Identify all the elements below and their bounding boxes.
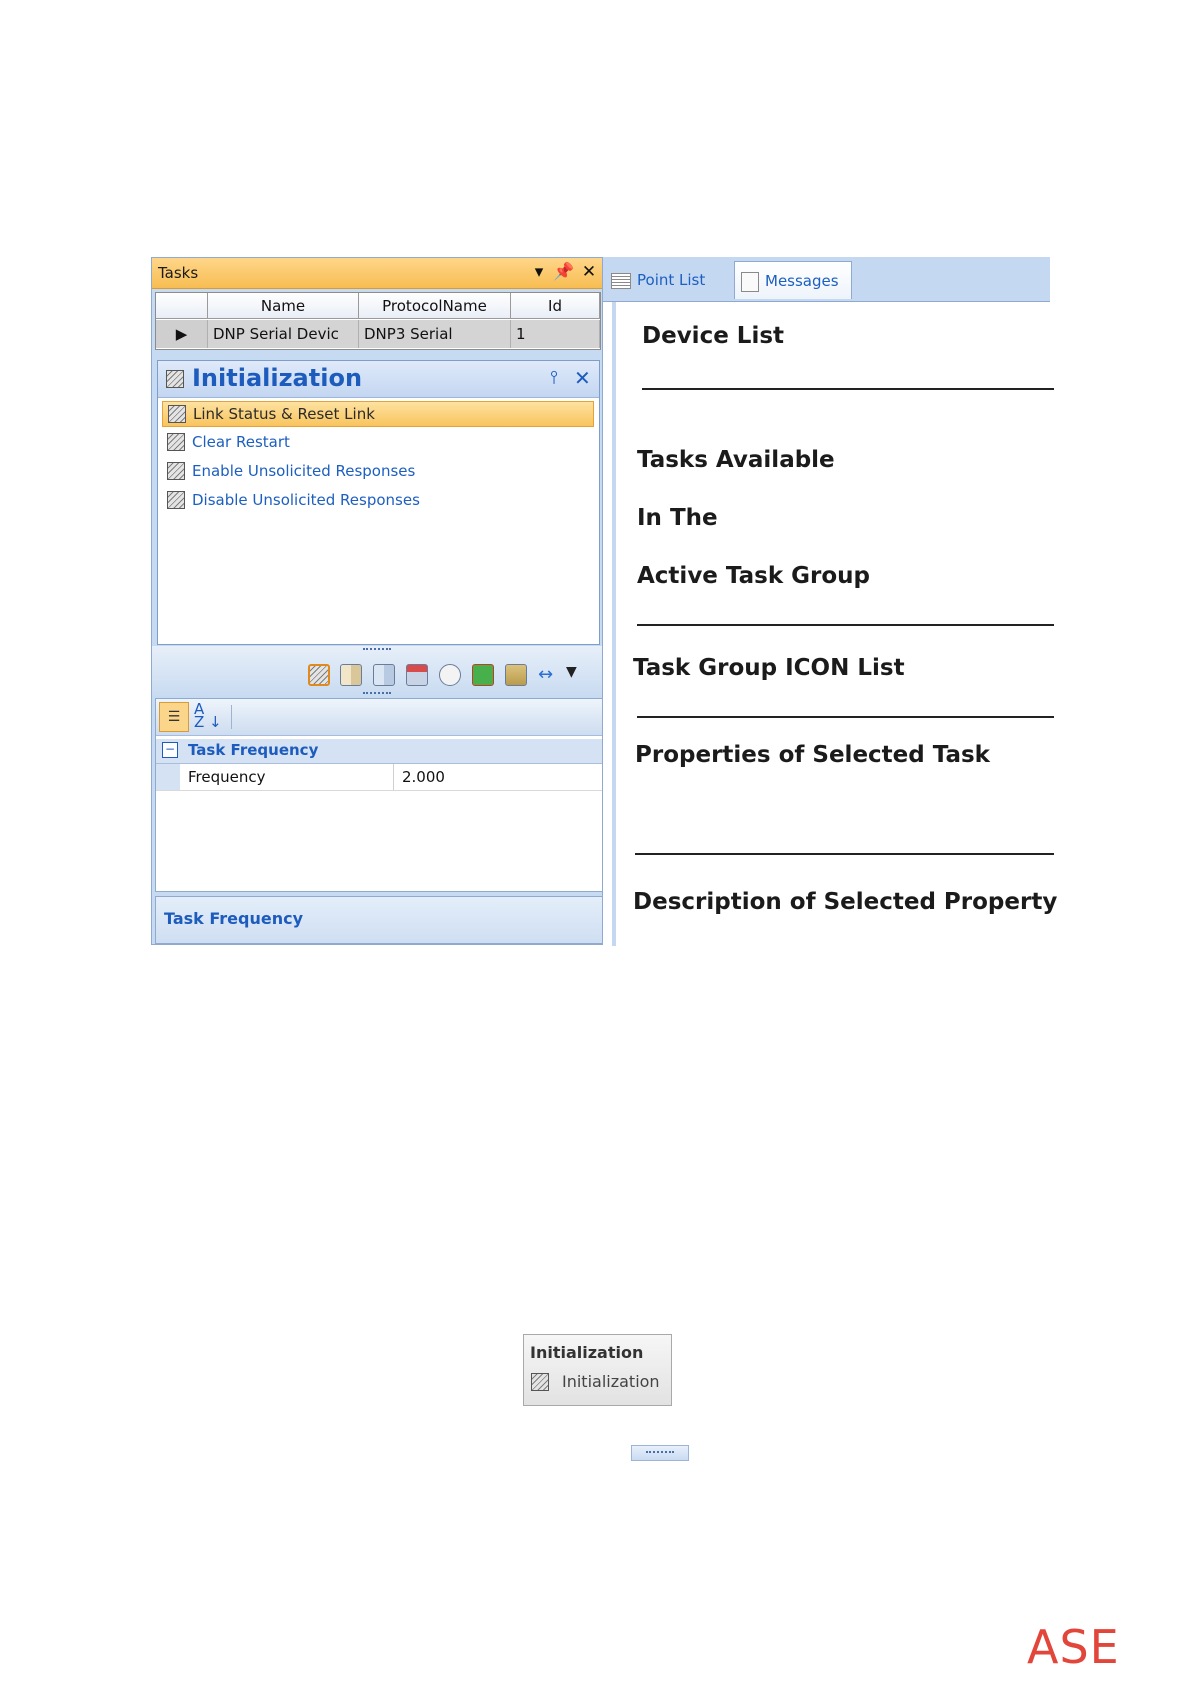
task-item-label: Clear Restart (192, 433, 290, 451)
tab-messages[interactable] (734, 261, 852, 299)
task-item[interactable] (162, 430, 594, 456)
task-group-initialization-icon[interactable] (308, 664, 330, 686)
property-divider (393, 764, 394, 790)
property-category (156, 739, 602, 764)
ase-logo: ASE (1027, 1620, 1120, 1674)
description-title: Task Frequency (164, 909, 304, 928)
divider (642, 388, 1054, 390)
task-item-label: Enable Unsolicited Responses (192, 462, 416, 480)
task-hatch-icon (167, 491, 185, 509)
snippet-header: Initialization (530, 1343, 644, 1362)
task-group-menu-snippet (523, 1334, 672, 1406)
dropdown-icon[interactable]: ▾ (534, 262, 544, 282)
annotation-icon-list: Task Group ICON List (633, 655, 905, 681)
annotation-properties: Properties of Selected Task (635, 742, 990, 768)
task-hatch-icon (166, 370, 184, 388)
task-group-table-2-icon[interactable] (373, 664, 395, 686)
task-item[interactable] (162, 488, 594, 514)
row-pointer-icon[interactable]: ▶ (156, 320, 208, 348)
messages-area (612, 302, 1058, 946)
table-cell-id[interactable]: 1 (511, 320, 600, 348)
divider (637, 716, 1054, 718)
document-tab-strip (603, 257, 1050, 302)
task-item-label: Disable Unsolicited Responses (192, 491, 420, 509)
task-hatch-icon (531, 1373, 549, 1391)
task-group-calendar-icon[interactable] (406, 664, 428, 686)
divider (637, 624, 1054, 626)
task-item[interactable] (162, 459, 594, 485)
table-cell-name[interactable]: DNP Serial Devic (208, 320, 359, 348)
clock-icon[interactable] (439, 664, 461, 686)
property-name: Frequency (188, 768, 266, 786)
column-header-name[interactable]: Name (208, 293, 359, 319)
task-hatch-icon (167, 462, 185, 480)
task-item-label: Link Status & Reset Link (193, 405, 375, 423)
property-row[interactable] (156, 764, 602, 791)
property-row-gutter (156, 764, 180, 790)
property-value[interactable]: 2.000 (402, 768, 445, 786)
task-group-header (158, 361, 599, 398)
annotation-description: Description of Selected Property (633, 889, 1058, 915)
folder-icon[interactable] (505, 664, 527, 686)
splitter-grip[interactable] (363, 648, 391, 654)
task-group-table-icon[interactable] (340, 664, 362, 686)
toolbar-divider (231, 705, 232, 729)
task-group-panel (157, 360, 600, 645)
tab-label: Messages (765, 272, 839, 290)
category-label: Task Frequency (188, 741, 319, 759)
messages-icon (741, 272, 759, 292)
snippet-item[interactable]: Initialization (562, 1372, 660, 1391)
tab-label: Point List (637, 271, 706, 289)
list-icon (611, 273, 631, 289)
tasks-titlebar (152, 258, 602, 289)
annotation-tasks-available: Tasks Available (637, 447, 835, 473)
tasks-title: Tasks (158, 264, 199, 282)
task-hatch-icon (167, 433, 185, 451)
column-header-protocol[interactable]: ProtocolName (359, 293, 511, 319)
property-toolbar (156, 699, 602, 736)
sort-az-icon[interactable]: A Z ↓ (194, 700, 222, 731)
property-grid (155, 698, 603, 892)
splitter-grip-snippet[interactable] (631, 1445, 689, 1461)
task-group-icon-strip (152, 646, 602, 696)
grid-corner (156, 293, 208, 319)
annotation-tasks-available: Active Task Group (637, 563, 871, 589)
categorized-icon[interactable]: ☰ (159, 702, 189, 732)
overflow-dropdown-icon[interactable]: ▼ (566, 664, 577, 680)
task-group-network-icon[interactable] (472, 664, 494, 686)
property-description-panel (155, 896, 603, 944)
annotation-tasks-available: In The (637, 505, 718, 531)
table-cell-protocol[interactable]: DNP3 Serial (359, 320, 511, 348)
collapse-icon[interactable]: − (162, 742, 178, 758)
pin-icon[interactable]: 📌 (553, 262, 575, 282)
arrows-icon[interactable]: ↔ (538, 664, 554, 685)
close-icon[interactable]: ✕ (581, 262, 597, 282)
annotation-device-list: Device List (642, 323, 785, 349)
tasks-panel (151, 257, 603, 945)
device-grid (155, 292, 601, 350)
splitter-grip (646, 1451, 674, 1457)
tab-point-list[interactable] (611, 261, 723, 299)
column-header-id[interactable]: Id (511, 293, 600, 319)
task-item[interactable] (162, 401, 594, 427)
task-group-title: Initialization (192, 364, 363, 392)
collapse-chevron-icon[interactable]: ⫯ (550, 367, 558, 388)
close-icon[interactable]: ✕ (574, 366, 591, 390)
divider (635, 853, 1054, 855)
task-hatch-icon (168, 405, 186, 423)
